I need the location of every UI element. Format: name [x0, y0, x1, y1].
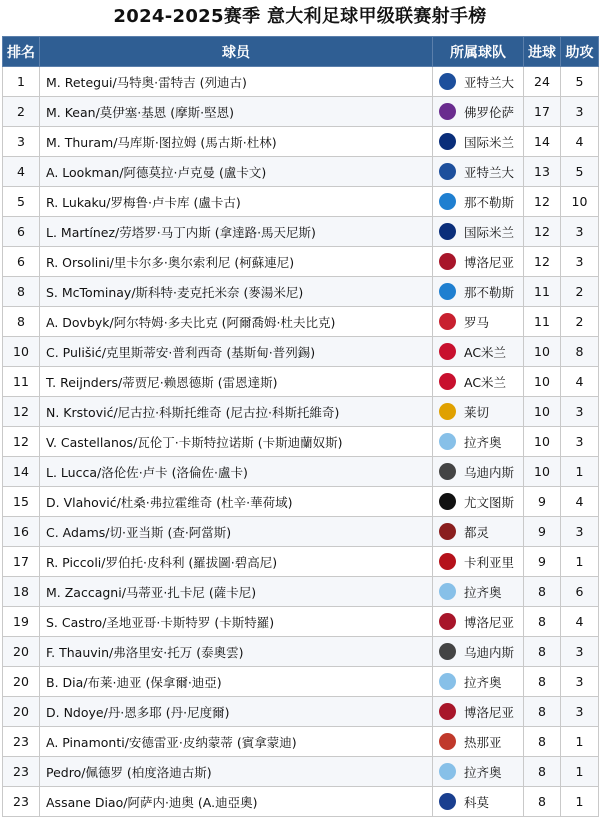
team-cell — [433, 277, 524, 307]
team-cell — [433, 367, 524, 397]
goals-cell: 10 — [524, 337, 561, 367]
lecce-badge-icon — [439, 403, 456, 420]
assists-cell: 3 — [561, 667, 599, 697]
page-title: 2024-2025赛季 意大利足球甲级联赛射手榜 — [113, 6, 487, 27]
assists-cell: 2 — [561, 307, 599, 337]
table-row — [3, 277, 599, 307]
torino-badge-icon — [439, 523, 456, 540]
player-cell: L. Lucca/洛伦佐·卢卡 (洛倫佐·盧卡) — [40, 457, 433, 487]
assists-cell: 1 — [561, 787, 599, 817]
team-cell — [433, 487, 524, 517]
player-cell: B. Dia/布莱·迪亚 (保拿爾·迪亞) — [40, 667, 433, 697]
player-cell: Pedro/佩德罗 (柏度洛迪古斯) — [40, 757, 433, 787]
header-team: 所属球队 — [433, 37, 524, 67]
player-cell: M. Thuram/马库斯·图拉姆 (馬古斯·杜林) — [40, 127, 433, 157]
team-name: 尤文图斯 — [464, 494, 515, 510]
assists-cell: 3 — [561, 397, 599, 427]
team-name: 乌迪内斯 — [464, 464, 515, 480]
goals-cell: 8 — [524, 697, 561, 727]
team-name: 科莫 — [464, 794, 490, 810]
team-cell — [433, 757, 524, 787]
como-badge-icon — [439, 793, 456, 810]
scorers-table — [2, 36, 599, 817]
team-cell — [433, 247, 524, 277]
rank-cell: 15 — [3, 487, 40, 517]
goals-cell: 13 — [524, 157, 561, 187]
rank-cell: 12 — [3, 397, 40, 427]
team-name: AC米兰 — [464, 374, 507, 390]
rank-cell: 11 — [3, 367, 40, 397]
goals-cell: 8 — [524, 727, 561, 757]
header-goals: 进球 — [524, 37, 561, 67]
team-cell — [433, 607, 524, 637]
team-name: 那不勒斯 — [464, 194, 515, 210]
team-cell — [433, 547, 524, 577]
goals-cell: 11 — [524, 307, 561, 337]
bologna-badge-icon — [439, 613, 456, 630]
ac-milan-badge-icon — [439, 373, 456, 390]
team-cell — [433, 727, 524, 757]
bologna-badge-icon — [439, 253, 456, 270]
fiorentina-badge-icon — [439, 103, 456, 120]
player-cell: A. Pinamonti/安德雷亚·皮纳蒙蒂 (賓拿蒙迪) — [40, 727, 433, 757]
assists-cell: 1 — [561, 757, 599, 787]
table-row — [3, 457, 599, 487]
team-name: 拉齐奥 — [464, 764, 502, 780]
ac-milan-badge-icon — [439, 343, 456, 360]
table-row — [3, 97, 599, 127]
table-row — [3, 247, 599, 277]
team-name: 拉齐奥 — [464, 584, 502, 600]
team-name: 拉齐奥 — [464, 434, 502, 450]
table-row — [3, 517, 599, 547]
team-cell — [433, 337, 524, 367]
assists-cell: 1 — [561, 727, 599, 757]
rank-cell: 10 — [3, 337, 40, 367]
assists-cell: 4 — [561, 367, 599, 397]
table-row — [3, 577, 599, 607]
assists-cell: 5 — [561, 157, 599, 187]
player-cell: M. Zaccagni/马蒂亚·扎卡尼 (薩卡尼) — [40, 577, 433, 607]
assists-cell: 4 — [561, 127, 599, 157]
goals-cell: 17 — [524, 97, 561, 127]
player-cell: S. Castro/圣地亚哥·卡斯特罗 (卡斯特羅) — [40, 607, 433, 637]
team-cell — [433, 577, 524, 607]
goals-cell: 9 — [524, 547, 561, 577]
team-cell — [433, 307, 524, 337]
player-cell: A. Dovbyk/阿尔特姆·多夫比克 (阿爾喬姆·杜夫比克) — [40, 307, 433, 337]
assists-cell: 4 — [561, 487, 599, 517]
goals-cell: 11 — [524, 277, 561, 307]
goals-cell: 10 — [524, 457, 561, 487]
team-cell — [433, 667, 524, 697]
team-name: 佛罗伦萨 — [464, 104, 515, 120]
team-name: 热那亚 — [464, 734, 502, 750]
table-row — [3, 187, 599, 217]
table-row — [3, 727, 599, 757]
rank-cell: 8 — [3, 277, 40, 307]
assists-cell: 2 — [561, 277, 599, 307]
rank-cell: 4 — [3, 157, 40, 187]
goals-cell: 12 — [524, 217, 561, 247]
rank-cell: 6 — [3, 217, 40, 247]
goals-cell: 8 — [524, 787, 561, 817]
goals-cell: 10 — [524, 367, 561, 397]
assists-cell: 1 — [561, 457, 599, 487]
bologna-badge-icon — [439, 703, 456, 720]
udinese-badge-icon — [439, 643, 456, 660]
team-cell — [433, 427, 524, 457]
team-name: 莱切 — [464, 404, 490, 420]
goals-cell: 8 — [524, 577, 561, 607]
assists-cell: 3 — [561, 517, 599, 547]
table-row — [3, 217, 599, 247]
rank-cell: 16 — [3, 517, 40, 547]
player-cell: N. Krstović/尼古拉·科斯托维奇 (尼古拉·科斯托維奇) — [40, 397, 433, 427]
rank-cell: 23 — [3, 757, 40, 787]
rank-cell: 20 — [3, 637, 40, 667]
player-cell: T. Reijnders/蒂贾尼·赖恩德斯 (雷恩達斯) — [40, 367, 433, 397]
rank-cell: 23 — [3, 787, 40, 817]
rank-cell: 14 — [3, 457, 40, 487]
team-name: AC米兰 — [464, 344, 507, 360]
header-rank: 排名 — [3, 37, 40, 67]
table-row — [3, 127, 599, 157]
rank-cell: 6 — [3, 247, 40, 277]
udinese-badge-icon — [439, 463, 456, 480]
rank-cell: 2 — [3, 97, 40, 127]
assists-cell: 3 — [561, 247, 599, 277]
team-name: 博洛尼亚 — [464, 704, 515, 720]
rank-cell: 8 — [3, 307, 40, 337]
rank-cell: 20 — [3, 697, 40, 727]
team-name: 亚特兰大 — [464, 74, 515, 90]
player-cell: R. Orsolini/里卡尔多·奥尔索利尼 (柯蘇連尼) — [40, 247, 433, 277]
rank-cell: 5 — [3, 187, 40, 217]
team-name: 博洛尼亚 — [464, 254, 515, 270]
player-cell: R. Lukaku/罗梅鲁·卢卡库 (盧卡古) — [40, 187, 433, 217]
table-row — [3, 487, 599, 517]
table-row — [3, 697, 599, 727]
table-row — [3, 667, 599, 697]
atalanta-badge-icon — [439, 73, 456, 90]
player-cell: M. Kean/莫伊塞·基恩 (摩斯·堅恩) — [40, 97, 433, 127]
assists-cell: 4 — [561, 607, 599, 637]
goals-cell: 8 — [524, 607, 561, 637]
team-cell — [433, 67, 524, 97]
player-cell: S. McTominay/斯科特·麦克托米奈 (麥湯米尼) — [40, 277, 433, 307]
table-row — [3, 547, 599, 577]
team-name: 国际米兰 — [464, 224, 515, 240]
rank-cell: 12 — [3, 427, 40, 457]
goals-cell: 9 — [524, 487, 561, 517]
lazio-badge-icon — [439, 583, 456, 600]
team-cell — [433, 637, 524, 667]
roma-badge-icon — [439, 313, 456, 330]
team-name: 国际米兰 — [464, 134, 515, 150]
cagliari-badge-icon — [439, 553, 456, 570]
player-cell: L. Martínez/劳塔罗·马丁内斯 (拿達路·馬天尼斯) — [40, 217, 433, 247]
team-cell — [433, 517, 524, 547]
team-cell — [433, 787, 524, 817]
assists-cell: 3 — [561, 217, 599, 247]
goals-cell: 8 — [524, 667, 561, 697]
table-row — [3, 757, 599, 787]
team-name: 卡利亚里 — [464, 554, 515, 570]
atalanta-badge-icon — [439, 163, 456, 180]
assists-cell: 8 — [561, 337, 599, 367]
rank-cell: 23 — [3, 727, 40, 757]
team-name: 都灵 — [464, 524, 490, 540]
player-cell: F. Thauvin/弗洛里安·托万 (泰奧雲) — [40, 637, 433, 667]
rank-cell: 17 — [3, 547, 40, 577]
lazio-badge-icon — [439, 433, 456, 450]
team-cell — [433, 127, 524, 157]
rank-cell: 18 — [3, 577, 40, 607]
table-row — [3, 427, 599, 457]
goals-cell: 12 — [524, 187, 561, 217]
assists-cell: 1 — [561, 547, 599, 577]
assists-cell: 3 — [561, 97, 599, 127]
lazio-badge-icon — [439, 763, 456, 780]
team-name: 罗马 — [464, 314, 490, 330]
napoli-badge-icon — [439, 283, 456, 300]
napoli-badge-icon — [439, 193, 456, 210]
genoa-badge-icon — [439, 733, 456, 750]
assists-cell: 3 — [561, 427, 599, 457]
player-cell: C. Pulišić/克里斯蒂安·普利西奇 (基斯甸·普列錫) — [40, 337, 433, 367]
rank-cell: 19 — [3, 607, 40, 637]
team-name: 拉齐奥 — [464, 674, 502, 690]
rank-cell: 20 — [3, 667, 40, 697]
player-cell: M. Retegui/马特奥·雷特吉 (列迪古) — [40, 67, 433, 97]
player-cell: R. Piccoli/罗伯托·皮科利 (羅拔圖·碧高尼) — [40, 547, 433, 577]
rank-cell: 3 — [3, 127, 40, 157]
player-cell: Assane Diao/阿萨内·迪奥 (A.迪亞奧) — [40, 787, 433, 817]
goals-cell: 8 — [524, 757, 561, 787]
assists-cell: 5 — [561, 67, 599, 97]
table-row — [3, 67, 599, 97]
team-cell — [433, 457, 524, 487]
assists-cell: 6 — [561, 577, 599, 607]
team-cell — [433, 157, 524, 187]
table-row — [3, 397, 599, 427]
player-cell: D. Vlahović/杜桑·弗拉霍维奇 (杜辛·華荷域) — [40, 487, 433, 517]
table-header-row — [3, 37, 599, 67]
rank-cell: 1 — [3, 67, 40, 97]
player-cell: C. Adams/切·亚当斯 (查·阿當斯) — [40, 517, 433, 547]
assists-cell: 10 — [561, 187, 599, 217]
team-name: 亚特兰大 — [464, 164, 515, 180]
juventus-badge-icon — [439, 493, 456, 510]
table-row — [3, 367, 599, 397]
table-row — [3, 337, 599, 367]
goals-cell: 10 — [524, 397, 561, 427]
goals-cell: 24 — [524, 67, 561, 97]
team-cell — [433, 217, 524, 247]
table-row — [3, 787, 599, 817]
lazio-badge-icon — [439, 673, 456, 690]
team-cell — [433, 97, 524, 127]
goals-cell: 10 — [524, 427, 561, 457]
goals-cell: 12 — [524, 247, 561, 277]
team-name: 博洛尼亚 — [464, 614, 515, 630]
goals-cell: 8 — [524, 637, 561, 667]
table-row — [3, 637, 599, 667]
header-assists: 助攻 — [561, 37, 599, 67]
inter-badge-icon — [439, 223, 456, 240]
header-player: 球员 — [40, 37, 433, 67]
team-name: 乌迪内斯 — [464, 644, 515, 660]
table-row — [3, 157, 599, 187]
table-row — [3, 307, 599, 337]
goals-cell: 14 — [524, 127, 561, 157]
team-cell — [433, 397, 524, 427]
table-row — [3, 607, 599, 637]
assists-cell: 3 — [561, 637, 599, 667]
inter-badge-icon — [439, 133, 456, 150]
goals-cell: 9 — [524, 517, 561, 547]
player-cell: A. Lookman/阿德莫拉·卢克曼 (盧卡文) — [40, 157, 433, 187]
player-cell: V. Castellanos/瓦伦丁·卡斯特拉诺斯 (卡斯迪蘭奴斯) — [40, 427, 433, 457]
assists-cell: 3 — [561, 697, 599, 727]
team-cell — [433, 697, 524, 727]
team-cell — [433, 187, 524, 217]
team-name: 那不勒斯 — [464, 284, 515, 300]
player-cell: D. Ndoye/丹·恩多耶 (丹·尼度爾) — [40, 697, 433, 727]
